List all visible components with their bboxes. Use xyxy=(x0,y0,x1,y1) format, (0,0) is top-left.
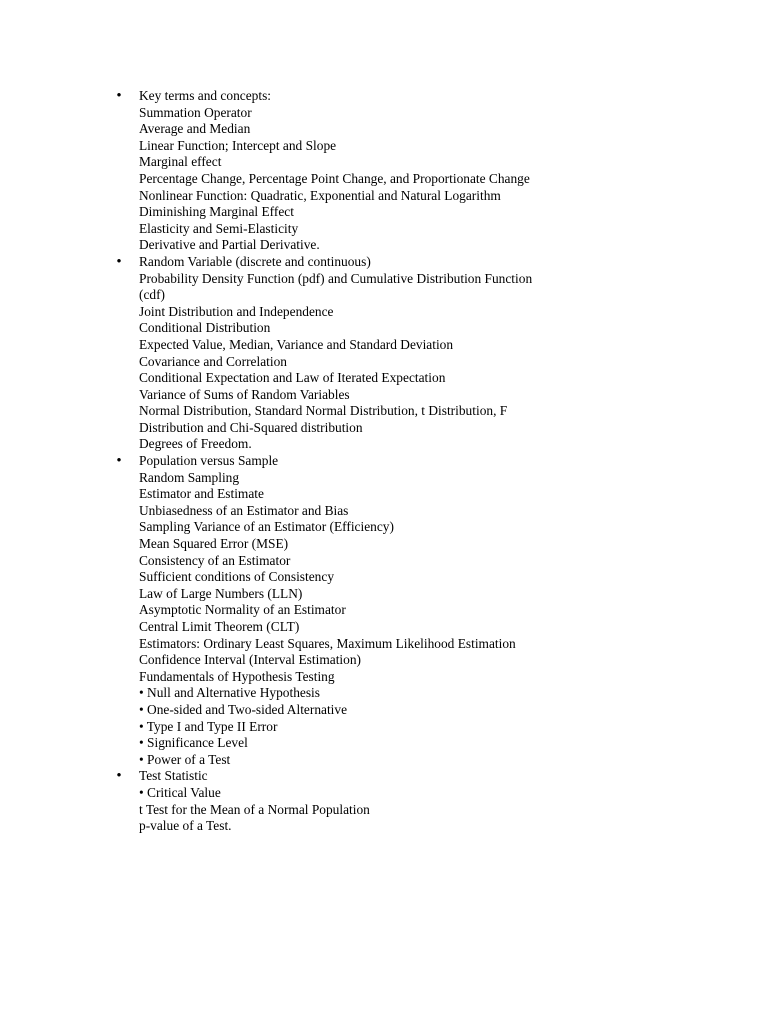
topic-line: Average and Median xyxy=(139,121,251,137)
topic-line: Central Limit Theorem (CLT) xyxy=(139,619,300,634)
topic-line: Probability Density Function (pdf) and Cumulative Distribution Function xyxy=(139,270,533,286)
topic-line: t Test for the Mean of a Normal Population xyxy=(139,801,370,817)
topic-line: Linear Function; Intercept and Slope xyxy=(139,137,337,153)
topic-line: Conditional Distribution xyxy=(139,320,271,336)
sub-topic-line: • Power of a Test xyxy=(139,751,231,767)
topic-line: Variance of Sums of Random Variables xyxy=(139,386,350,402)
topic-line: Estimators: Ordinary Least Squares, Maximum Likelihood Estimation xyxy=(139,635,516,651)
section-heading: Key terms and concepts: xyxy=(139,88,272,103)
bullet-marker: • xyxy=(116,88,122,104)
section-population-sample xyxy=(0,453,768,768)
section-test-statistic xyxy=(0,768,768,834)
topic-line: Summation Operator xyxy=(139,104,252,120)
topic-line: Consistency of an Estimator xyxy=(139,552,291,568)
topic-line: Conditional Expectation and Law of Iterated Expectation xyxy=(139,370,446,386)
topic-line: Covariance and Correlation xyxy=(139,353,287,369)
topic-line: Confidence Interval (Interval Estimation) xyxy=(139,652,361,668)
topic-line: (cdf) xyxy=(139,287,166,303)
topic-line: Sampling Variance of an Estimator (Efficiency) xyxy=(139,519,394,535)
topic-line: Expected Value, Median, Variance and Standard Deviation xyxy=(139,336,454,352)
topic-line: Joint Distribution and Independence xyxy=(139,303,334,319)
topic-line: p-value of a Test. xyxy=(139,818,232,834)
bullet-marker: • xyxy=(116,768,122,785)
topic-line: Derivative and Partial Derivative. xyxy=(139,237,320,253)
section-key-terms xyxy=(0,88,768,254)
topic-line: Degrees of Freedom. xyxy=(139,436,252,452)
section-random-variable xyxy=(0,254,768,453)
topic-line: Unbiasedness of an Estimator and Bias xyxy=(139,502,349,518)
sub-topic-line: • Type I and Type II Error xyxy=(139,718,278,734)
topic-line: Estimator and Estimate xyxy=(139,486,264,502)
sub-topic-line: • Critical Value xyxy=(139,784,221,800)
section-lines xyxy=(139,254,569,453)
section-lines xyxy=(139,768,569,834)
section-heading: Test Statistic xyxy=(139,768,208,784)
topic-line: Sufficient conditions of Consistency xyxy=(139,569,335,585)
topic-line: Distribution and Chi-Squared distribution xyxy=(139,419,363,435)
topic-line: Random Sampling xyxy=(139,469,240,485)
topic-line: Diminishing Marginal Effect xyxy=(139,204,294,220)
sub-topic-line: • Null and Alternative Hypothesis xyxy=(139,685,320,701)
topic-line: Normal Distribution, Standard Normal Distribution, t Distribution, F xyxy=(139,403,508,419)
topic-line: Percentage Change, Percentage Point Change, and Proportionate Change xyxy=(139,170,530,186)
section-lines xyxy=(139,453,569,768)
sub-topic-line: • Significance Level xyxy=(139,735,248,751)
sub-topic-line: • One-sided and Two-sided Alternative xyxy=(139,701,348,717)
topic-line: Asymptotic Normality of an Estimator xyxy=(139,602,346,618)
topic-line: Marginal effect xyxy=(139,154,222,170)
topic-line: Mean Squared Error (MSE) xyxy=(139,536,289,552)
topic-line: Nonlinear Function: Quadratic, Exponential and Natural Logarithm xyxy=(139,187,501,203)
bullet-marker: • xyxy=(116,453,122,470)
topic-line: Fundamentals of Hypothesis Testing xyxy=(139,668,335,684)
topic-line: Elasticity and Semi-Elasticity xyxy=(139,220,299,236)
section-heading: Random Variable (discrete and continuous) xyxy=(139,253,371,269)
section-heading: Population versus Sample xyxy=(139,453,279,469)
topic-line: Law of Large Numbers (LLN) xyxy=(139,585,303,601)
section-lines xyxy=(139,88,569,254)
topic-outline xyxy=(0,88,768,835)
bullet-marker: • xyxy=(116,253,122,270)
